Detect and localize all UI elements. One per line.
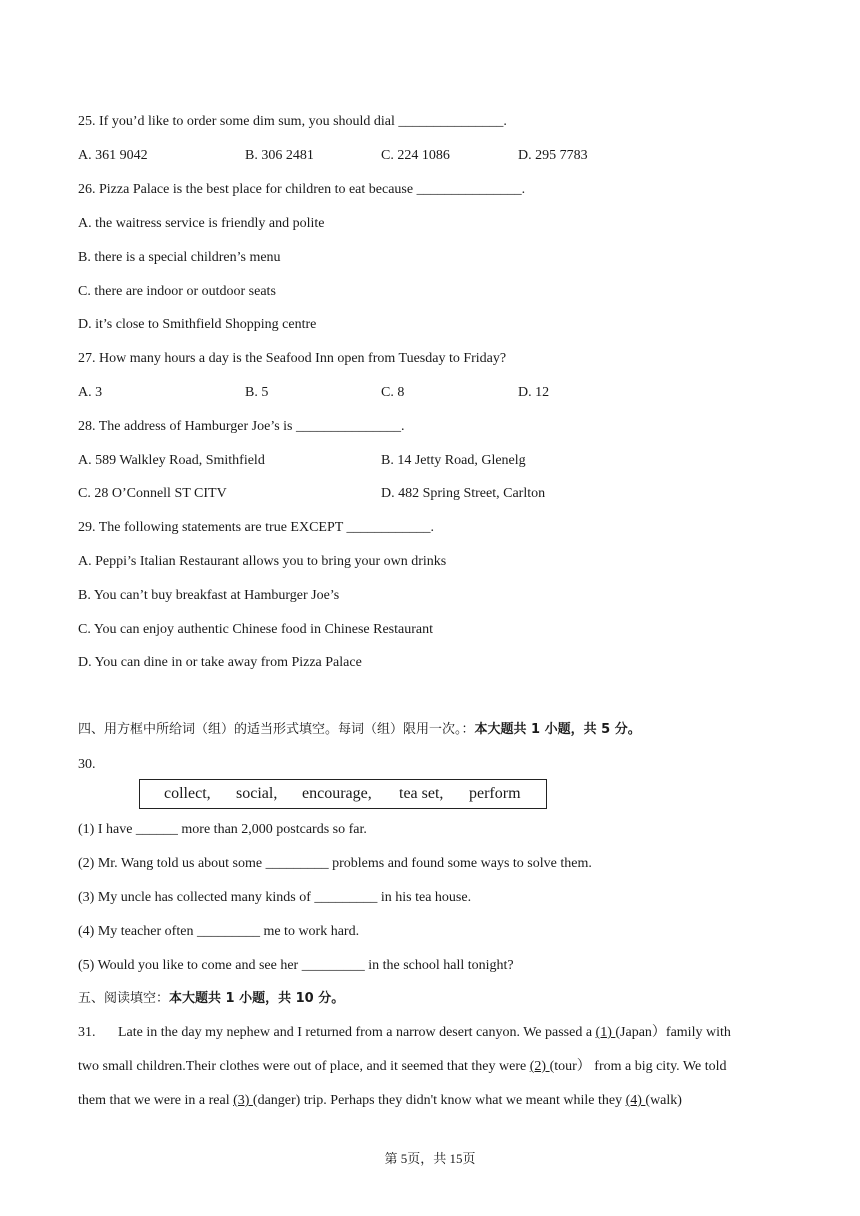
word-bank-item: tea set,: [399, 785, 444, 802]
question-28-stem: 28. The address of Hamburger Joe’s is _______________.: [78, 419, 405, 434]
blank-1: (1): [595, 1025, 616, 1040]
section-4-heading: [78, 721, 641, 739]
question-26-stem: 26. Pizza Palace is the best place for children to eat because _______________.: [78, 182, 526, 197]
q25-option-c: C. 224 1086: [381, 148, 450, 163]
passage-text: Late in the day my nephew and I returned from a narrow desert canyon. We passed a: [118, 1025, 596, 1040]
passage-line-1: [118, 1024, 731, 1042]
section-5-score: 本大题共 1 小题，共 10 分。: [169, 991, 345, 1006]
passage-line-3: [78, 1092, 682, 1110]
question-25-stem: 25. If you’d like to order some dim sum, you should dial _______________.: [78, 114, 507, 129]
passage-text: two small children.Their clothes were out of place, and it seemed that they were: [78, 1059, 530, 1074]
question-30-number: 30.: [78, 757, 96, 772]
blank-3: (3): [233, 1093, 253, 1108]
passage-text: (walk): [645, 1093, 682, 1108]
passage-line-2: [78, 1058, 727, 1076]
passage-text: (danger) trip. Perhaps they didn't know what we meant while they: [252, 1093, 626, 1108]
q26-option-d: D. it’s close to Smithfield Shopping centre: [78, 317, 317, 332]
q27-option-b: B. 5: [245, 385, 269, 400]
q27-option-c: C. 8: [381, 385, 405, 400]
q25-option-b: B. 306 2481: [245, 148, 314, 163]
blank-2: (2): [529, 1059, 550, 1074]
word-bank-item: perform: [469, 785, 521, 802]
q30-sentence-2: (2) Mr. Wang told us about some _________ problems and found some ways to solve them.: [78, 856, 592, 871]
q26-option-c: C. there are indoor or outdoor seats: [78, 284, 276, 299]
q29-option-c: C. You can enjoy authentic Chinese food in Chinese Restaurant: [78, 622, 433, 637]
question-29-stem: 29. The following statements are true EXCEPT ____________.: [78, 520, 435, 535]
q30-sentence-5: (5) Would you like to come and see her _________ in the school hall tonight?: [78, 958, 514, 973]
question-27-stem: 27. How many hours a day is the Seafood Inn open from Tuesday to Friday?: [78, 351, 507, 366]
section-4-score: 本大题共 1 小题，共 5 分。: [474, 722, 641, 737]
q29-option-d: D. You can dine in or take away from Pizza Palace: [78, 655, 362, 670]
section-4-title: 四、用方框中所给词（组）的适当形式填空。每词（组）限用一次。：: [78, 722, 475, 737]
q26-option-a: A. the waitress service is friendly and polite: [78, 216, 325, 231]
q26-option-b: B. there is a special children’s menu: [78, 250, 281, 265]
passage-text: them that we were in a real: [78, 1093, 234, 1108]
q25-option-a: A. 361 9042: [78, 148, 148, 163]
section-5-heading: [78, 990, 344, 1008]
q25-option-d: D. 295 7783: [518, 148, 588, 163]
q27-option-a: A. 3: [78, 385, 103, 400]
q28-option-d: D. 482 Spring Street, Carlton: [381, 486, 546, 501]
q30-sentence-1: (1) I have ______ more than 2,000 postcards so far.: [78, 822, 367, 837]
word-bank-item: collect,: [164, 785, 211, 802]
passage-text: (tour） from a big city. We told: [549, 1059, 727, 1074]
word-bank-item: social,: [236, 785, 278, 802]
blank-4: (4): [625, 1093, 646, 1108]
section-5-title: 五、阅读填空：: [78, 991, 170, 1006]
word-bank-item: encourage,: [302, 785, 372, 802]
word-bank-box: [139, 779, 547, 809]
q28-option-a: A. 589 Walkley Road, Smithfield: [78, 453, 265, 468]
q27-option-d: D. 12: [518, 385, 550, 400]
q30-sentence-4: (4) My teacher often _________ me to work hard.: [78, 924, 360, 939]
q29-option-b: B. You can’t buy breakfast at Hamburger Joe’s: [78, 588, 340, 603]
q29-option-a: A. Peppi’s Italian Restaurant allows you to bring your own drinks: [78, 554, 447, 569]
question-31-number: 31.: [78, 1025, 96, 1040]
q28-option-b: B. 14 Jetty Road, Glenelg: [381, 453, 526, 468]
page-footer: 第 5页，共 15页: [384, 1151, 476, 1166]
q28-option-c: C. 28 O’Connell ST CITV: [78, 486, 227, 501]
q30-sentence-3: (3) My uncle has collected many kinds of _________ in his tea house.: [78, 890, 472, 905]
passage-text: (Japan）family with: [615, 1025, 731, 1040]
